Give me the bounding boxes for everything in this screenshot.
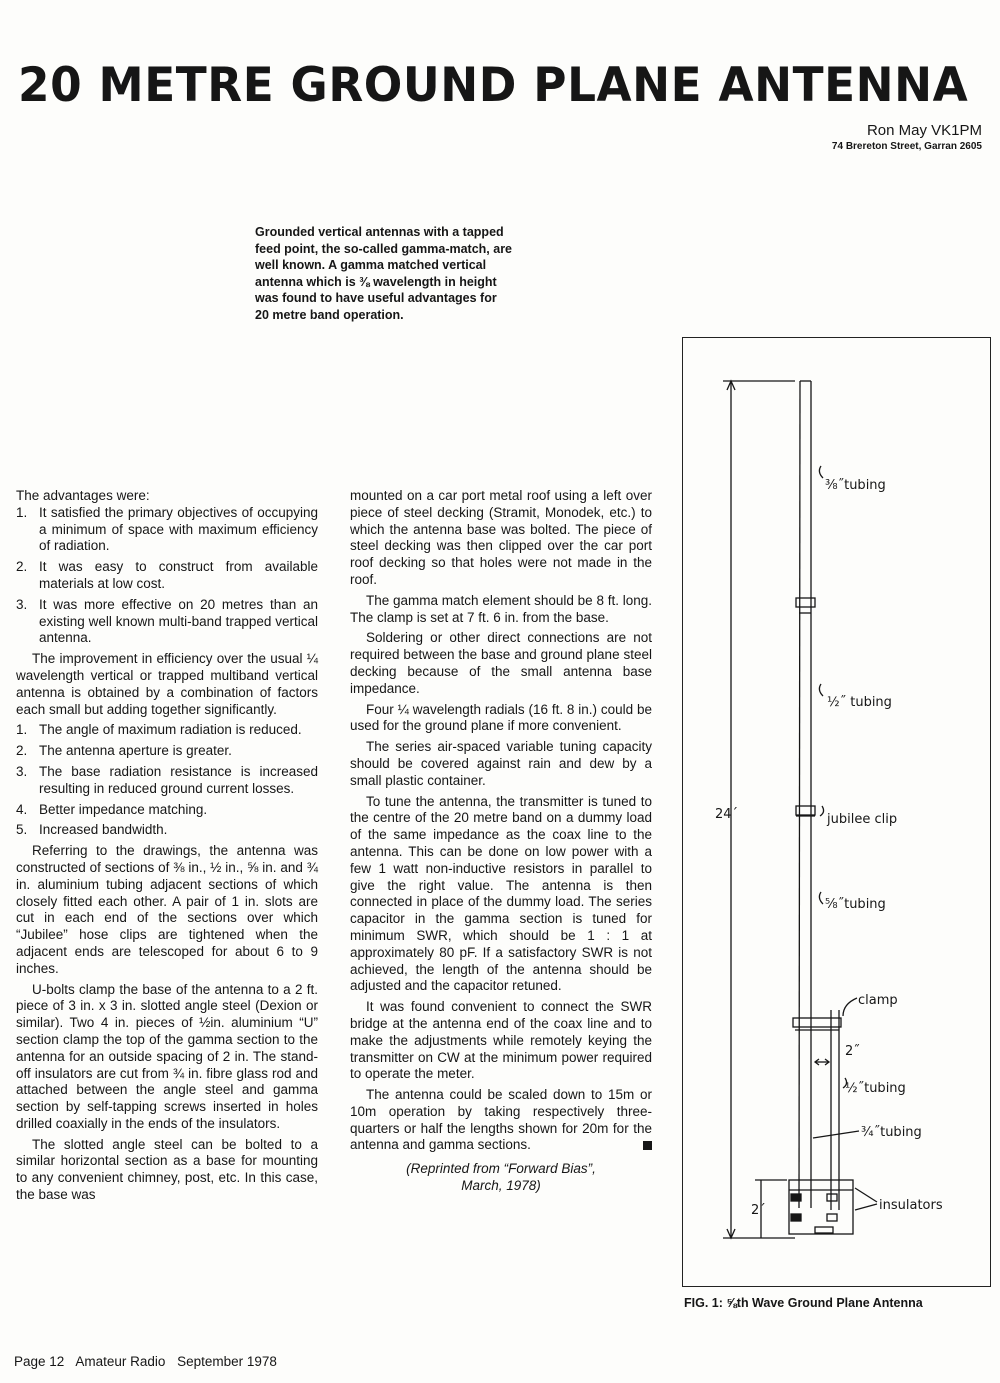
figure-caption: FIG. 1: ⅝th Wave Ground Plane Antenna	[684, 1296, 923, 1310]
leader-58	[819, 892, 823, 904]
insulator-2	[791, 1214, 801, 1221]
text-column-1	[16, 488, 318, 1208]
label-jubilee-clip: jubilee clip	[827, 812, 898, 827]
text-column-2	[350, 488, 652, 1194]
list-item: 2. The antenna aperture is greater.	[16, 743, 232, 759]
paragraph-swr: It was found convenient to connect the SWR bridge at the antenna end of the coax line and to make the adjustments while remotely keying the transmitter on CW at the minimum power required to operate the meter.	[350, 999, 652, 1082]
page-footer	[14, 1354, 285, 1369]
list-item: 4. Better impedance matching.	[16, 801, 208, 817]
author-address: 74 Brereton Street, Garran 2605	[831, 141, 982, 152]
article-title: 20 METRE GROUND PLANE ANTENNA	[18, 57, 969, 113]
paragraph-continued: mounted on a car port metal roof using a left over piece of steel decking (Stramit, Monodek, etc.) to which the antenna base was bolted. The piece of steel decking was then clipped over the car port roof decking so that holes were not made in the roof.	[350, 488, 652, 587]
leader-insulators-2	[855, 1204, 877, 1210]
paragraph-soldering: Soldering or other direct connections are not required between the base and ground plane steel decking because of the small antenna base impedance.	[350, 630, 652, 696]
paragraph-gamma: The gamma match element should be 8 ft. long. The clamp is set at 7 ft. 6 in. from the base.	[350, 592, 652, 625]
label-tubing-38: ⅜˝tubing	[825, 478, 886, 493]
list-item: 5. Increased bandwidth.	[16, 822, 168, 838]
factors-list	[16, 722, 318, 839]
insulator-4	[827, 1214, 837, 1221]
advantages-list	[16, 505, 318, 647]
mast-left-edge	[799, 381, 800, 1208]
label-gamma-tubing-12: ½˝tubing	[845, 1081, 906, 1096]
leader-gamma-34	[813, 1131, 859, 1138]
page-number: Page 12	[14, 1354, 65, 1369]
paragraph-radials: Four ¼ wavelength radials (16 ft. 8 in.) could be used for the ground plane if more convenient.	[350, 701, 652, 734]
issue-date: September 1978	[177, 1354, 277, 1369]
label-gap-2in: 2˝	[845, 1044, 860, 1059]
list-item: 3. It was more effective on 20 metres than an existing well known multi-band trapped vertical antenna.	[16, 596, 318, 646]
leader-12	[819, 684, 823, 696]
paragraph-ubolts: U-bolts clamp the base of the antenna to a 2 ft. piece of 3 in. x 3 in. slotted angle steel (Dexion or similar). Two 4 in. pieces of ½in. aluminium “U” section clamp the top of the gamma section to the antenna for an outside spacing of 2 in. The stand-off insulators are cut from ¾ in. fibre glass rod and attached between the angle steel and gamma section by self-tapping screws inserted in holes drilled coaxially in the ends of the insulators.	[16, 981, 318, 1131]
paragraph-slotted: The slotted angle steel can be bolted to a similar horizontal section as a base for mounting to any convenient chimney, post, etc. In this case, the base was	[16, 1136, 318, 1203]
leader-clamp	[843, 998, 857, 1016]
list-item: 2. It was easy to construct from available materials at low cost.	[16, 559, 318, 591]
list-item: 1. The angle of maximum radiation is reduced.	[16, 722, 302, 738]
clamp-graphic	[793, 1018, 841, 1027]
label-insulators: insulators	[879, 1198, 943, 1213]
paragraph-drawings: Referring to the drawings, the antenna was constructed of sections of ⅜ in., ½ in., ⅝ in. and ¾ in. aluminium tubing adjacent sections of which closely fitted each other. A pair of 1 in. slots are cut in each end of the sections over which “Jubilee” hose clips are tightened when the adjacent ends are telescoped for about 6 to 9 inches.	[16, 843, 318, 976]
label-height-24ft: 24´	[715, 807, 739, 822]
leader-jubilee	[820, 806, 824, 816]
paragraph-capacity: The series air-spaced variable tuning capacity should be covered against rain and dew by a small plastic container.	[350, 739, 652, 788]
antenna-figure	[682, 337, 991, 1287]
paragraph-scaled: The antenna could be scaled down to 15m or 10m operation by taking respectively three-quarters or half the lengths shown for 20m for the antenna and gamma sections.	[350, 1087, 652, 1153]
byline	[832, 122, 982, 154]
paragraph-improvement: The improvement in efficiency over the usual ¼ wavelength vertical or trapped multiband vertical antenna is obtained by a combination of factors each small but adding together significantly.	[16, 651, 318, 717]
coax-connector	[815, 1227, 833, 1233]
label-clamp: clamp	[858, 993, 898, 1008]
end-mark	[643, 1141, 652, 1150]
intro-paragraph: Grounded vertical antennas with a tapped feed point, the so-called gamma-match, are well known. A gamma matched vertical antenna which is ⅜ wavelength in height was found to have useful advantages for 20 metre band operation.	[255, 225, 513, 322]
label-tubing-58: ⅝˝tubing	[825, 897, 886, 912]
magazine-name: Amateur Radio	[75, 1354, 166, 1369]
label-gamma-tubing-34: ¾˝tubing	[861, 1125, 922, 1140]
label-tubing-12: ½˝ tubing	[827, 695, 892, 710]
joint-clip-upper	[796, 598, 815, 607]
paragraph-tune: To tune the antenna, the transmitter is tuned to the centre of the 20 metre band on a dummy load of the same impedance as the coax line to the antenna. This can be done on low power with a few 1 watt non-inductive resistors in parallel to give the right value. The antenna is then connected in place of the dummy load. The series capacitor in the gamma section is tuned for minimum SWR, which should be 1 : 1 at approximately 80 pF. If a satisfactory SWR is not achieved, the length of the antenna should be adjusted and the capacitor retuned.	[350, 793, 652, 994]
antenna-diagram	[683, 338, 992, 1288]
label-base-2ft: 2´	[751, 1203, 766, 1218]
author-name: Ron May VK1PM	[866, 122, 982, 139]
insulator-1	[791, 1194, 801, 1201]
advantages-intro: The advantages were:	[16, 488, 150, 503]
list-item: 1. It satisfied the primary objectives of occupying a minimum of space with maximum efficiency of radiation.	[16, 504, 318, 554]
leader-38	[819, 466, 823, 478]
list-item: 3. The base radiation resistance is increased resulting in reduced ground current losses.	[16, 763, 318, 796]
insulator-3	[827, 1194, 837, 1201]
reprint-note: (Reprinted from “Forward Bias”, March, 1978)	[406, 1161, 596, 1194]
leader-insulators-1	[855, 1188, 877, 1202]
